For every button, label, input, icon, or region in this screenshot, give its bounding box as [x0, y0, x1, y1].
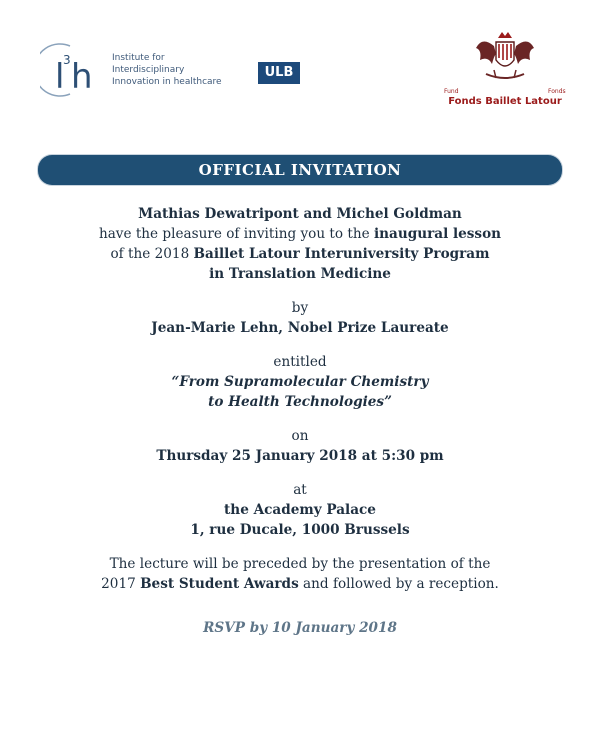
- invitation-line-2: [0, 224, 600, 244]
- header: [0, 0, 600, 140]
- invitation-body: [0, 204, 600, 638]
- venue-name: the Academy Palace: [224, 502, 376, 518]
- inaugural-lesson: inaugural lesson: [373, 226, 502, 242]
- event-datetime: Thursday 25 January 2018 at 5:30 pm: [156, 448, 444, 464]
- official-invitation-banner: OFFICIAL INVITATION: [38, 155, 562, 185]
- ulb-logo: ULB: [258, 62, 300, 84]
- note-line-1: The lecture will be preceded by the presentation of the: [109, 556, 491, 572]
- entitled-label: entitled: [273, 354, 327, 370]
- at-label: at: [293, 482, 307, 498]
- lecture-title-line-1: “From Supramolecular Chemistry: [171, 374, 429, 390]
- i3h-logo-mark: [40, 42, 112, 98]
- fonds-baillet-latour-logo: [440, 30, 570, 110]
- invitation-line-3-text: of the 2018: [110, 246, 194, 262]
- i3h-text-line1: Institute for: [112, 53, 165, 63]
- note-line-2-pre: 2017: [101, 576, 141, 592]
- i3h-text-line3: Innovation in healthcare: [112, 77, 222, 87]
- crest-icon: [472, 30, 538, 86]
- on-label: on: [291, 428, 309, 444]
- by-label: by: [291, 300, 309, 316]
- speaker: Jean-Marie Lehn, Nobel Prize Laureate: [151, 320, 449, 336]
- note-line-2-post: and followed by a reception.: [298, 576, 499, 592]
- svg-text:3: 3: [63, 53, 71, 67]
- invitation-line-2-text: have the pleasure of inviting you to the: [98, 226, 374, 242]
- program-name: Baillet Latour Interuniversity Program: [193, 246, 490, 262]
- invitation-line-3: [0, 244, 600, 264]
- venue-address: 1, rue Ducale, 1000 Brussels: [190, 522, 410, 538]
- fonds-label: Fonds: [548, 88, 566, 95]
- fonds-baillet-latour-name: Fonds Baillet Latour: [448, 96, 562, 107]
- svg-text:l: l: [55, 57, 65, 97]
- fund-label: Fund: [444, 88, 459, 95]
- lecture-title-line-2: to Health Technologies”: [208, 394, 392, 410]
- program-subtitle: in Translation Medicine: [209, 266, 391, 282]
- svg-text:h: h: [71, 57, 93, 97]
- i3h-logo-text: [112, 52, 222, 88]
- note-line-2: [0, 574, 600, 594]
- best-student-awards: Best Student Awards: [140, 576, 299, 592]
- rsvp-deadline: RSVP by 10 January 2018: [203, 620, 397, 636]
- i3h-logo: [40, 42, 294, 102]
- i3h-text-line2: Interdisciplinary: [112, 65, 185, 75]
- hosts: Mathias Dewatripont and Michel Goldman: [138, 206, 462, 222]
